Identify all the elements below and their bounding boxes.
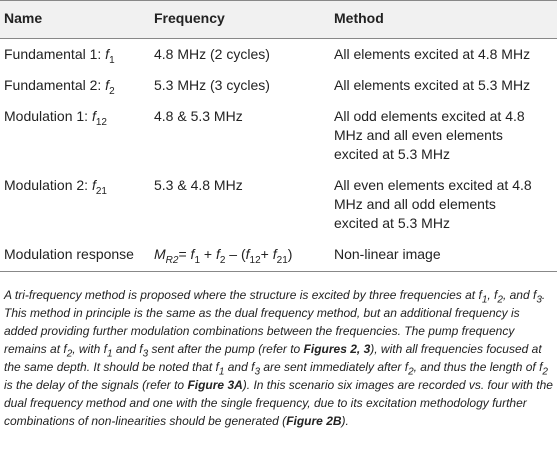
figure-link[interactable]: Figure 3A xyxy=(187,378,243,392)
table-row xyxy=(0,239,557,272)
header-name: Name xyxy=(0,1,150,39)
cell-frequency: 4.8 MHz (2 cycles) xyxy=(154,46,270,62)
cell-method: All elements excited at 4.8 MHz xyxy=(334,46,531,62)
cell-name: Modulation 1: $f_{12}$ xyxy=(4,108,107,128)
cell-name: Fundamental 1: $f_1$ xyxy=(4,46,115,66)
header-frequency: Frequency xyxy=(150,1,330,39)
cell-method: Non-linear image xyxy=(330,239,557,272)
cell-formula: $M_{R2}= f_1 + f_2 - (f_{12}+ f_{21})$ xyxy=(150,239,330,272)
cell-name: Modulation 2: $f_{21}$ xyxy=(4,177,107,197)
figure-link[interactable]: Figures 2, 3 xyxy=(303,342,371,356)
cell-frequency: 5.3 MHz (3 cycles) xyxy=(154,77,270,93)
cell-method: All even elements excited at 4.8 MHz and all odd elements excited at 5.3 MHz xyxy=(334,177,532,231)
table-row xyxy=(0,70,557,101)
table-header-row xyxy=(0,1,557,39)
cell-frequency: 5.3 & 4.8 MHz xyxy=(154,177,243,193)
table-caption: A tri-frequency method is proposed where the structure is excited by three frequencies at $f_1$, $f_2$, and $f_3$. This method in principle is the same as the dual frequency method, but an additional frequency is added providing further modulation combinations between the frequencies. The pump frequency remains at $f_2$, with $f_1$ and $f_3$ sent after the pump (refer to Figures 2, 3), with all frequencies focused at the same depth. It should be noted that $f_1$ and $f_3$ are sent immediately after $f_2$, and thus the length of $f_2$ is the delay of the signals (refer to Figure 3A). In this scenario six images are recorded vs. four with the dual frequency method and one with the single frequency, due to its excitation methodology further combinations of non-linearities should be generated (Figure 2B). xyxy=(4,288,553,428)
cell-frequency: 4.8 & 5.3 MHz xyxy=(154,108,243,124)
table-row xyxy=(0,39,557,71)
cell-method: All elements excited at 5.3 MHz xyxy=(334,77,531,93)
table-row xyxy=(0,170,557,239)
cell-name: Fundamental 2: $f_2$ xyxy=(4,77,115,97)
header-method: Method xyxy=(330,1,557,39)
cell-name: Modulation response xyxy=(0,239,150,272)
figure-link[interactable]: Figure 2B xyxy=(286,414,342,428)
table-row xyxy=(0,101,557,170)
cell-method: All odd elements excited at 4.8 MHz and all even elements excited at 5.3 MHz xyxy=(334,108,525,162)
